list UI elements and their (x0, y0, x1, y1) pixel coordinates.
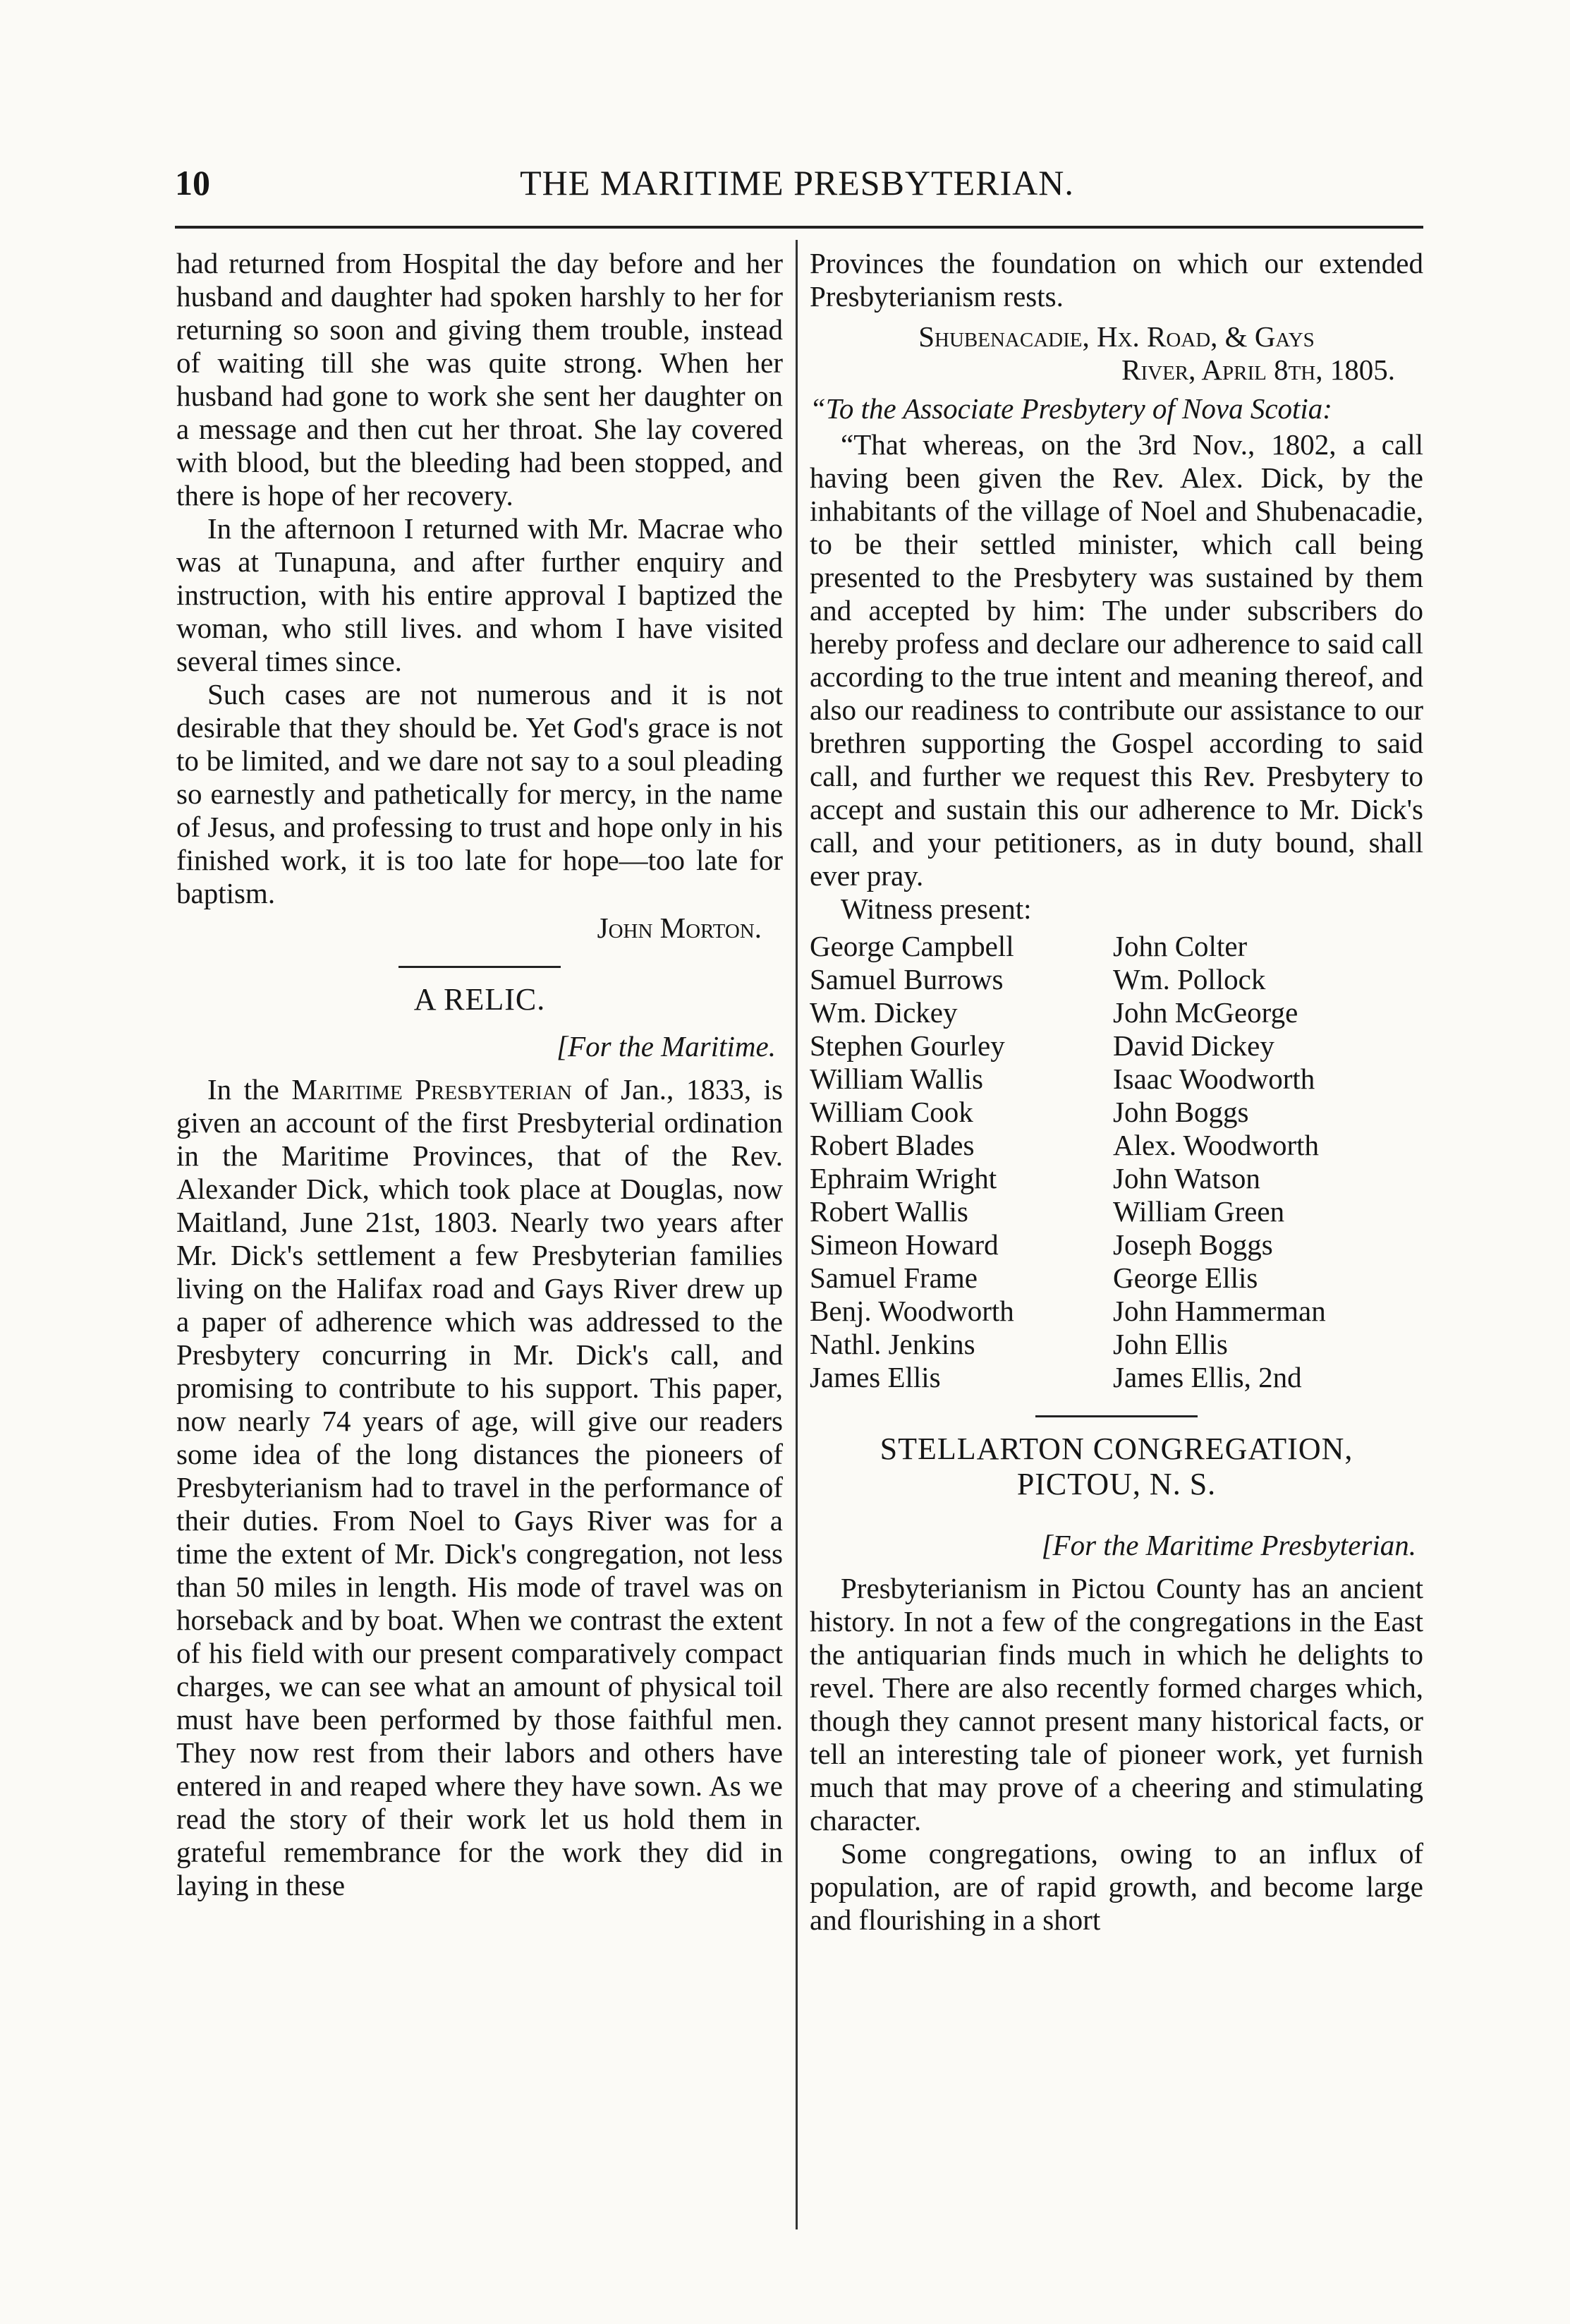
right-column (810, 247, 1423, 1937)
publication-name: Maritime Presbyterian (291, 1073, 572, 1106)
witness-name: Samuel Burrows (810, 963, 1004, 995)
witness-name: Joseph Boggs (1113, 1228, 1273, 1261)
stellarton-paragraph: Some congregations, owing to an influx of population, are of rapid growth, and become large and flourishing in a short (810, 1837, 1423, 1936)
running-title: THE MARITIME PRESBYTERIAN. (520, 163, 1074, 202)
witness-name: John Colter (1113, 930, 1248, 962)
header-rule (175, 226, 1423, 229)
relic-byline: [For the Maritime. (556, 1030, 776, 1063)
section-rule (398, 966, 561, 968)
witness-name: John Ellis (1113, 1328, 1228, 1360)
witness-name: James Ellis (810, 1361, 941, 1393)
petition-address: “To the Associate Presbytery of Nova Scotia: (810, 392, 1332, 425)
witness-name: Isaac Woodworth (1113, 1063, 1315, 1095)
witness-list (810, 930, 1423, 1394)
witness-name: John McGeorge (1113, 996, 1298, 1029)
continuation-paragraph: Provinces the foundation on which our extended Presbyterianism rests. (810, 247, 1423, 313)
witness-name: Robert Wallis (810, 1195, 968, 1228)
article-paragraph: Such cases are not numerous and it is not desirable that they should be. Yet God's grace is not to be limited, and we dare not say to a soul pleading so earnestly and pathetically for mercy, in the name of Jesus, and professing to trust and hope only in his finished work, it is too late for hope—too late for baptism. (176, 678, 783, 909)
witness-name: William Wallis (810, 1063, 983, 1095)
author-signature: John Morton. (597, 912, 762, 944)
relic-paragraph-rest: of Jan., 1833, is given an account of the first Presbyterial ordination in the Maritime Provinces, that of the Rev. Alexander Dick, which took place at Douglas, now Maitland, June 21st, 1803. Nearly two years after Mr. Dick's settlement a few Presbyterian families living on the Halifax road and Gays River drew up a paper of adherence which was addressed to the Presbytery concurring in Mr. Dick's call, and promising to contribute to his support. This paper, now nearly 74 years of age, will give our readers some idea of the long distances the pioneers of Presbyterianism had to travel in the performance of their duties. From Noel to Gays River was for a time the extent of Mr. Dick's congregation, not less than 50 miles in length. His mode of travel was on horseback and by boat. When we contrast the extent of his field with our present comparatively compact charges, we can see what an amount of physical toil must have been performed by those faithful men. They now rest from their labors and others have entered in and reaped where they have sown. As we read the story of their work let us hold them in grateful remembrance for the work they did in laying in these (176, 1073, 784, 1901)
witness-name: Robert Blades (810, 1129, 975, 1161)
witness-name: Samuel Frame (810, 1261, 978, 1294)
stellarton-heading-line1: STELLARTON CONGREGATION, (880, 1432, 1353, 1466)
witness-name: George Ellis (1113, 1261, 1258, 1294)
petition-text: “That whereas, on the 3rd Nov., 1802, a call having been given the Rev. Alex. Dick, by the inhabitants of the village of Noel and Shubenacadie, to be their settled minister, which call being presented to the Presbytery was sustained by them and accepted by him: The under subscribers do hereby profess and declare our adherence to said call according to the true intent and meaning thereof, and also our readiness to contribute our assistance to our brethren supporting the Gospel according to said call, and further we request this Rev. Presbytery to accept and sustain this our adherence to Mr. Dick's call, and your petitioners, as in duty bound, shall ever pray. (810, 428, 1423, 892)
witness-name: William Cook (810, 1096, 973, 1128)
section-rule (1035, 1415, 1198, 1417)
witness-name: David Dickey (1113, 1029, 1274, 1062)
witness-name: Ephraim Wright (810, 1162, 997, 1194)
witness-name: Alex. Woodworth (1113, 1129, 1320, 1161)
witness-name: Benj. Woodworth (810, 1295, 1014, 1327)
left-column (176, 247, 783, 1902)
witness-name: Nathl. Jenkins (810, 1328, 975, 1360)
witness-name: Wm. Pollock (1113, 963, 1266, 995)
relic-paragraph (176, 1073, 783, 1902)
stellarton-byline: [For the Maritime Presbyterian. (1041, 1529, 1416, 1561)
article-paragraph: had returned from Hospital the day before and her husband and daughter had spoken harshly to her for returning so soon and giving them trouble, instead of waiting till she was quite strong. When her husband had gone to work she sent her daughter on a message and then cut her throat. She lay covered with blood, but the bleeding had been stopped, and there is hope of her recovery. (176, 247, 783, 512)
article-paragraph: In the afternoon I returned with Mr. Macrae who was at Tunapuna, and after further enquiry and instruction, with his entire approval I baptized the woman, who still lives. and whom I have visited several times since. (176, 512, 783, 677)
relic-heading: A RELIC. (413, 982, 546, 1017)
witness-name: Wm. Dickey (810, 996, 958, 1029)
witness-name: John Boggs (1113, 1096, 1249, 1128)
page-header (162, 157, 1432, 206)
stellarton-paragraph: Presbyterianism in Pictou County has an ancient history. In not a few of the congregations in the East the antiquarian finds much in which he delights to revel. There are also recently formed charges which, though they cannot present many historical facts, or tell an interesting tale of pioneer work, yet furnish much that may prove of a cheering and stimulating character. (810, 1572, 1423, 1836)
petition-date: River, April 8th, 1805. (1121, 353, 1395, 386)
witness-label: Witness present: (841, 892, 1032, 925)
page-number: 10 (175, 163, 210, 202)
witness-name: William Green (1113, 1195, 1285, 1228)
witness-name: James Ellis, 2nd (1113, 1361, 1302, 1393)
witness-name: Simeon Howard (810, 1228, 999, 1261)
relic-paragraph-start: In the (207, 1073, 292, 1106)
stellarton-heading-line2: PICTOU, N. S. (1016, 1467, 1217, 1501)
petition-place: Shubenacadie, Hx. Road, & Gays (918, 320, 1315, 353)
spacer (810, 1502, 1423, 1516)
witness-name: George Campbell (810, 930, 1014, 962)
witness-name: Stephen Gourley (810, 1029, 1005, 1062)
witness-name: John Watson (1113, 1162, 1260, 1194)
column-divider (796, 240, 798, 2229)
witness-name: John Hammerman (1113, 1295, 1326, 1327)
